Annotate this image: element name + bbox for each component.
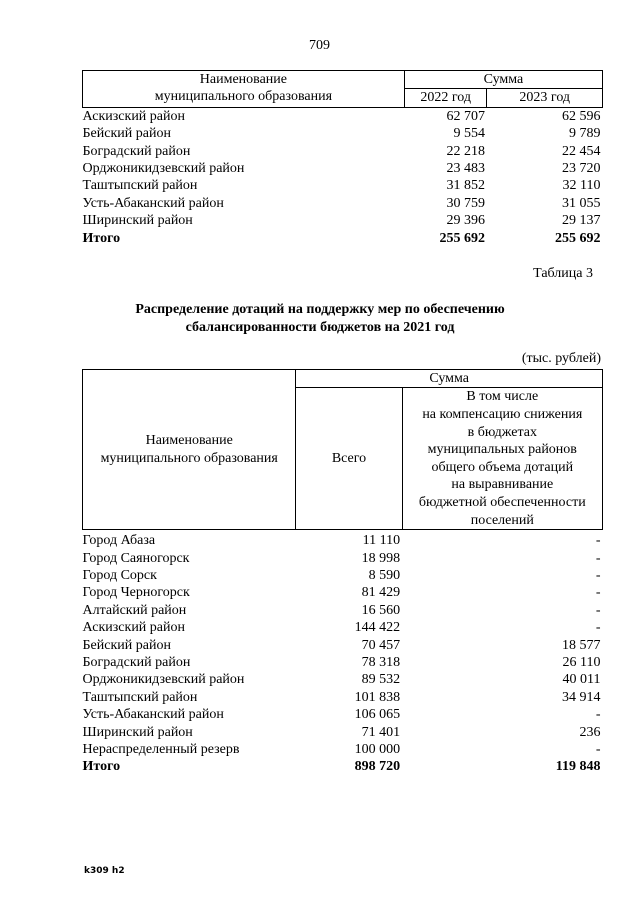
t1-header-sum: Сумма [404,71,602,89]
t1-header-2022: 2022 год [404,89,487,107]
table-number: Таблица 3 [533,266,593,281]
row-name: Аскизский район [82,620,185,636]
row-total: 8 590 [368,567,401,583]
row-detail: 236 [579,724,601,740]
row-2022: 62 707 [446,108,485,124]
row-name: Боградский район [82,655,191,670]
row-2023: 9 789 [569,126,601,142]
row-detail: - [595,533,601,549]
total-all: 898 720 [354,759,401,775]
row-detail: - [595,707,601,723]
row-detail: 34 914 [562,689,601,705]
t2-header-detail-line: бюджетной обеспеченности [418,494,586,510]
footer-code: k309 h2 [84,866,125,876]
row-2022: 30 759 [446,195,485,211]
table-row [83,195,603,212]
row-total: 18 998 [361,550,401,566]
row-name: Нераспределенный резерв [82,742,240,758]
row-2022: 9 554 [453,126,485,142]
total-detail: 119 848 [555,759,601,775]
row-name: Бейский район [82,126,171,142]
t2-header-detail-line: поселений [470,512,534,528]
row-detail: - [595,742,601,758]
table-row [83,125,603,142]
row-detail: 26 110 [562,655,601,670]
table-row [83,619,603,636]
row-2023: 22 454 [562,143,601,159]
t2-header-detail [402,388,602,530]
row-2023: 23 720 [562,161,601,177]
row-2023: 32 110 [562,178,601,194]
t2-header-sum: Сумма [296,370,603,388]
row-name: Город Абаза [82,533,156,549]
row-detail: - [595,602,601,618]
subsidies-table-2021 [82,369,603,776]
row-2022: 22 218 [446,143,485,159]
row-total: 78 318 [361,655,401,670]
t2-header-detail-line: на выравнивание [451,477,554,493]
table-row [83,671,603,688]
row-name: Город Саяногорск [82,550,190,566]
table-title-line2: сбалансированности бюджетов на 2021 год [185,320,455,335]
row-2022: 31 852 [446,178,485,194]
row-name: Ширинский район [82,213,193,229]
row-detail: - [595,620,601,636]
table-row [83,212,603,229]
table-row [83,602,603,619]
table-row [83,724,603,741]
row-total: 144 422 [354,620,401,636]
row-detail: 18 577 [562,637,601,653]
page-number: 709 [309,38,330,53]
table-title [60,301,580,337]
row-name: Город Черногорск [82,585,190,601]
t2-header-detail-line: общего объема дотаций [431,459,574,475]
table-row [83,706,603,723]
row-2023: 31 055 [562,195,601,211]
t2-header-detail-line: В том числе [466,389,539,405]
total-label: Итого [82,759,121,775]
table-row [83,741,603,758]
row-detail: - [595,567,601,583]
t2-header-detail-line: муниципальных районов [427,442,577,458]
table-title-line1: Распределение дотаций на поддержку мер по обеспечению [135,302,505,317]
row-name: Ширинский район [82,724,193,740]
row-total: 100 000 [354,742,401,758]
t2-header-detail-line: в бюджетах [467,424,537,440]
row-detail: - [595,550,601,566]
row-total: 106 065 [354,707,401,723]
row-name: Аскизский район [82,108,185,124]
total-2023: 255 692 [555,230,601,246]
row-total: 101 838 [354,689,401,705]
total-row [83,230,603,247]
table-row [83,177,603,194]
row-name: Таштыпский район [82,178,198,194]
t2-header-name-line2: муниципального образования [100,450,278,466]
row-2022: 23 483 [446,161,485,177]
row-total: 81 429 [361,585,401,601]
t1-header-name [83,71,405,108]
table-row [83,550,603,567]
t1-header-name-line2: муниципального образования [154,89,333,105]
allocation-table-2022-2023 [82,70,603,247]
row-name: Таштыпский район [82,689,198,705]
table-row [83,107,603,125]
row-name: Алтайский район [82,602,187,618]
row-name: Усть-Абаканский район [82,707,224,723]
total-label: Итого [82,230,121,246]
table-row [83,584,603,601]
table-row [83,160,603,177]
total-row [83,758,603,775]
t1-header-2023: 2023 год [487,89,603,107]
row-2023: 29 137 [562,213,601,229]
row-2023: 62 596 [562,108,601,124]
table-row [83,654,603,671]
total-2022: 255 692 [439,230,485,246]
row-total: 89 532 [361,672,401,688]
row-total: 70 457 [361,637,401,653]
row-total: 16 560 [361,602,401,618]
table-row [83,637,603,654]
row-total: 11 110 [362,533,401,549]
units-label: (тыс. рублей) [521,351,601,366]
row-name: Боградский район [82,143,191,159]
row-name: Орджоникидзевский район [82,161,245,177]
t2-header-total: Всего [296,388,402,530]
t2-header-detail-line: на компенсацию снижения [422,407,583,422]
table-row [83,143,603,160]
row-name: Усть-Абаканский район [82,195,224,211]
t1-header-name-line1: Наименование [199,72,288,87]
table-row [83,567,603,584]
row-detail: 40 011 [562,672,601,688]
table-row [83,689,603,706]
row-name: Город Сорск [82,567,157,583]
table-row [83,530,603,550]
row-2022: 29 396 [446,213,485,229]
t2-header-name [83,370,296,530]
row-name: Бейский район [82,637,171,653]
t2-header-name-line1: Наименование [145,433,233,449]
row-detail: - [595,585,601,601]
row-name: Орджоникидзевский район [82,672,245,688]
row-total: 71 401 [361,724,401,740]
